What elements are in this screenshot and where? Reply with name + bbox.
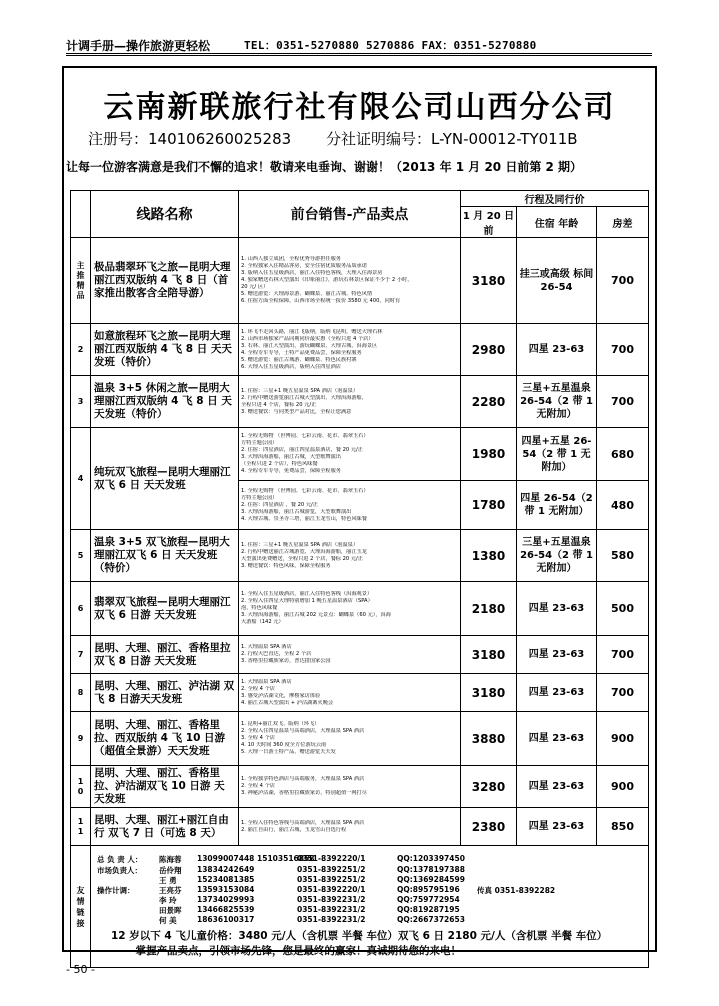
feature-item: 2. 行程中赠送丽江古城游览、大理洱海游船，丽江玉龙: [241, 548, 367, 555]
row-number: [71, 238, 91, 324]
feature-item: 4. 全程专车专导，土特产品免费品尝，保障全程服务: [241, 349, 362, 356]
route-price-table: [70, 190, 649, 968]
route-price: 3180: [461, 636, 517, 674]
row-number-text: 4: [77, 473, 84, 483]
route-features: [239, 428, 461, 481]
contact-office: 0351-8392231/2: [297, 905, 366, 915]
feature-item: 3. 版纳入住五星级酒店，丽江入住特色客栈，大理入住海景房: [241, 270, 383, 276]
motto: 让每一位游客满意是我们不懈的追求！敬请来电垂询、谢谢！（2013 年 1 月 20 日前第 2 期）: [66, 160, 583, 174]
route-price: 3880: [461, 712, 517, 766]
feature-item: 3. 石林、丽江大型演出，游玩蝴蝶泉、大理古城、洱海景区: [241, 342, 378, 349]
company-name: 云南新联旅行社有限公司山西分公司: [103, 90, 616, 125]
route-room-diff: 580: [597, 530, 649, 582]
contact-office: 0351-8392231/2: [297, 915, 366, 925]
feature-list: [241, 820, 458, 834]
feature-item: 1. 大理温泉 SPA 酒店: [241, 644, 292, 650]
table-row: [71, 324, 649, 376]
feature-item: 2. 丽江自由行，丽江古城，玉龙雪山自选行程: [241, 826, 347, 833]
feature-item: 3. 大理洱海游船，丽江古城游览，大型歌舞演出: [241, 508, 352, 515]
feature-list: [241, 488, 458, 523]
feature-list: [241, 721, 458, 756]
feature-item: 4. 10 天时间 360 度全方位游玩云南: [241, 742, 327, 748]
feature-item: （全程只进 2 个店），特色风味餐: [241, 461, 318, 467]
row-number-text: 7: [77, 649, 84, 659]
route-price: 2180: [461, 582, 517, 636]
feature-item: 方特主题公园）: [241, 440, 278, 446]
contact-mobile: 13593153084: [197, 884, 255, 894]
feature-item: 6. 大理入住五星级酒店，版纳入住四星酒店: [241, 363, 341, 370]
route-features: [239, 481, 461, 530]
route-features: [239, 766, 461, 808]
feature-item: 3. 香格里拉藏族家访，普达措国家公园: [241, 658, 331, 664]
route-room-diff: 700: [597, 674, 649, 712]
contact-office: 0351-8392220/1: [297, 884, 366, 894]
route-price: 3280: [461, 766, 517, 808]
header-phones: TEL：0351-5270880 5270886 FAX：0351-5270880: [244, 39, 537, 52]
row-number: [71, 530, 91, 582]
feature-item: 方特主题公园）: [241, 494, 278, 501]
feature-item: 1. 昆明+丽江双飞、版纳（环飞）: [241, 721, 320, 727]
route-accommodation: 四星 23-63: [517, 324, 597, 376]
route-price: 1780: [461, 481, 517, 530]
route-name: 翡翠双飞旅程—昆明大理丽江双飞 6 日游 天天发班: [91, 582, 239, 636]
contact-row: [97, 905, 645, 915]
route-price: 2280: [461, 376, 517, 428]
route-accommodation: 四星+五星 26-54（2 带 1 无附加）: [517, 428, 597, 481]
feature-item: 1. 住宿：三星+1 晚五星温泉 SPA 酒店（泡温泉）: [241, 387, 359, 394]
contact-mobile: 13834242649: [197, 864, 255, 874]
route-name: 纯玩双飞旅程—昆明大理丽江双飞 6 日 天天发班: [91, 428, 239, 530]
feature-list: [241, 256, 458, 305]
contact-row: [97, 854, 645, 864]
header-slogan: 计调手册—操作旅游更轻松: [66, 39, 211, 53]
row-number: [71, 324, 91, 376]
contact-row: [97, 895, 645, 905]
header-itinerary: 行程及同行价: [461, 191, 649, 207]
feature-item: 3. 神秘泸沽湖，香格里拉藏族家访，特别超值一网打尽: [241, 790, 367, 796]
route-room-diff: 900: [597, 766, 649, 808]
route-features: [239, 712, 461, 766]
feature-item: 5. 赠送游览：大理海景游、蝴蝶泉、丽江古城、特色风情: [241, 291, 373, 297]
row-number-text: 6: [77, 603, 84, 613]
feature-item: 2. 全程 4 个店: [241, 783, 275, 789]
contact-mobile: 13734029993: [197, 895, 255, 905]
contact-office: 0351-8392220/1: [297, 854, 366, 864]
contact-role: 操作计调：: [97, 885, 135, 895]
header-features: 前台销售-产品卖点: [239, 191, 461, 238]
feature-item: 1. 环飞不走回头路，丽江飞版纳，版纳飞昆明，赠送大理石林: [241, 328, 383, 335]
route-price: 1980: [461, 428, 517, 481]
contact-row: [97, 915, 645, 925]
route-features: [239, 636, 461, 674]
route-rows: [71, 238, 649, 846]
child-price-note: 12 岁以下 4 飞儿童价格：3480 元/人（含机票 半餐 车位）双飞 6 日 2180 元/人（含机票 半餐 车位）: [111, 929, 608, 942]
row-number-text: 9: [77, 733, 84, 743]
feature-item: 1. 大理温泉 SPA 酒店: [241, 678, 292, 685]
contact-name: 何 美: [159, 916, 177, 926]
route-name: 温泉 3+5 双飞旅程—昆明大理丽江双飞 6 日 天天发班（特价）: [91, 530, 239, 582]
route-name: 昆明、大理、丽江、泸沽湖 双飞 8 日游天天发班: [91, 674, 239, 712]
contact-fax: 传真 0351-8392282: [477, 885, 556, 895]
route-features: [239, 808, 461, 846]
route-price: 3180: [461, 674, 517, 712]
row-number: [71, 712, 91, 766]
feature-list: [241, 591, 458, 626]
route-name: 昆明、大理、丽江、香格里拉、泸沽湖双飞 10 日游 天天发班: [91, 766, 239, 808]
contact-mobile: 13466825539: [197, 905, 255, 915]
contact-name: 陈海蓉: [159, 855, 182, 865]
feature-item: 5. 赠送游览：丽江古城游、蝴蝶泉、特色民族村寨: [241, 356, 357, 363]
feature-item: 1. 全程无购物 （世博园、七彩云南、花市、翡翠玉石）: [241, 433, 369, 439]
table-row: [71, 766, 649, 808]
route-features: [239, 376, 461, 428]
row-number: [71, 636, 91, 674]
feature-item: 2. 全程 4 个店: [241, 685, 275, 692]
route-accommodation: 三星+五星温泉 26-54（2 带 1 无附加）: [517, 376, 597, 428]
feature-item: 1. 全程独享特色酒店与高端服务，大理温泉 SPA 酒店: [241, 776, 365, 782]
header-diff: 房差: [597, 207, 649, 238]
header-route: 线路名称: [91, 191, 239, 238]
contact-mobile: 13099007448 15103516858: [197, 854, 315, 864]
table-row: [71, 636, 649, 674]
route-name: 极品翡翠环飞之旅—昆明大理丽江西双版纳 4 飞 8 日（首家推出散客含全陪导游）: [91, 238, 239, 324]
route-room-diff: 480: [597, 481, 649, 530]
row-number: [71, 674, 91, 712]
contact-role: 总 负 责 人：: [97, 855, 143, 865]
route-accommodation: 四星 23-63: [517, 636, 597, 674]
route-accommodation: 四星 23-63: [517, 712, 597, 766]
feature-item: 大型演出免费赠送，全程只进 2 个店，餐标 20 元/正: [241, 555, 363, 562]
route-features: [239, 530, 461, 582]
feature-item: 2. 行程中赠送游览丽江古城大型演出、大理洱海游船，: [241, 394, 367, 401]
contact-qq: QQ:1369284599: [397, 874, 465, 884]
route-features: [239, 238, 461, 324]
contacts-label-cell: [71, 846, 91, 968]
route-room-diff: 850: [597, 808, 649, 846]
contact-office: 0351-8392231/2: [297, 895, 366, 905]
feature-list: [241, 433, 458, 475]
row-number-text: 5: [77, 550, 84, 560]
route-room-diff: 700: [597, 636, 649, 674]
table-row: [71, 530, 649, 582]
route-accommodation: 四星 23-63: [517, 766, 597, 808]
route-room-diff: 680: [597, 428, 649, 481]
route-name: 昆明、大理、丽江、香格里拉 双飞 8 日游 天天发班: [91, 636, 239, 674]
route-room-diff: 700: [597, 376, 649, 428]
row-number: [71, 808, 91, 846]
route-accommodation: 四星 26-54（2 带 1 无附加）: [517, 481, 597, 530]
route-room-diff: 700: [597, 238, 649, 324]
feature-item: 1. 全程无购物 （世博园、七彩云南、花市、翡翠玉石）: [241, 487, 369, 494]
table-row: [71, 376, 649, 428]
row-number-text: 3: [77, 396, 84, 406]
contact-mobile: 15234081385: [197, 874, 255, 884]
route-features: [239, 324, 461, 376]
feature-list: [241, 542, 458, 570]
feature-item: 1. 山西人独立成团，全程优秀导游担任服务: [241, 256, 341, 262]
route-features: [239, 674, 461, 712]
feature-item: 5. 大理一日游土特产品，赠送游览天天发: [241, 749, 336, 755]
route-accommodation: 四星 23-63: [517, 808, 597, 846]
feature-item: 3. 赠送餐饮：与同类型产品对比，全程让您满意: [241, 408, 352, 415]
table-row: [71, 808, 649, 846]
feature-list: [241, 388, 458, 416]
route-name: 如意旅程环飞之旅—昆明大理丽江西双版纳 4 飞 8 日 天天发班（特价）: [91, 324, 239, 376]
contact-qq: QQ:759772954: [397, 895, 460, 905]
branch-certificate: 分社证明编号：L-YN-00012-TY011B: [326, 130, 578, 148]
contact-rows: [97, 854, 645, 925]
contact-role: 市场负责人：: [97, 865, 142, 875]
feature-item: 2. 住宿：四星酒店 ，餐 20 元/正: [241, 501, 318, 508]
row-number-text: 11: [77, 816, 84, 836]
feature-item: 2. 全程入住四星温泉与高端酒店，大理温泉 SPA 酒店: [241, 728, 365, 734]
feature-item: 全程只进 4 个店，餐标 20 元/正: [241, 401, 317, 408]
feature-item: 1. 全程入住五星级酒店，丽江入住特色客栈（洱海观景）: [241, 591, 373, 597]
feature-item: 1. 住宿：三星+1 晚五星温泉 SPA 酒店（泡温泉）: [241, 541, 359, 548]
feature-item: 3. 赠送餐饮：特色风味，保障全程服务: [241, 562, 331, 569]
contact-qq: QQ:1378197388: [397, 864, 465, 874]
route-features: [239, 582, 461, 636]
top-header-line: [66, 36, 652, 56]
feature-item: 泡，特色风味餐: [241, 605, 278, 611]
contact-name: 李 玲: [159, 896, 177, 906]
route-price: 3180: [461, 238, 517, 324]
contact-mobile: 18636100317: [197, 915, 255, 925]
route-price: 2980: [461, 324, 517, 376]
table-row: [71, 582, 649, 636]
feature-item: 6. 住宿方面全程保障，山西市场全程统一报价 3580 元 400，同时有: [241, 298, 401, 304]
feature-item: 2. 行程大巴直达，全程 2 个店: [241, 651, 312, 657]
row-number: [71, 582, 91, 636]
contact-row: [97, 885, 645, 895]
contact-name: 岳伶翔: [159, 865, 182, 875]
feature-item: 3. 全程 4 个店: [241, 735, 275, 741]
contacts-label: 友情链接: [76, 885, 85, 928]
row-number-text: 主推精品: [76, 260, 85, 300]
feature-item: 3. 感受泸沽湖文化，摩梭家访体验: [241, 692, 321, 699]
table-row: [71, 712, 649, 766]
route-accommodation: 挂三或高级 标间 26-54: [517, 238, 597, 324]
contact-name: 王 勇: [159, 875, 177, 885]
row-number-text: 8: [77, 687, 84, 697]
feature-item: 大游船（142 元）: [241, 619, 284, 625]
contact-row: [97, 865, 645, 875]
table-row: [71, 674, 649, 712]
feature-item: 2. 住宿：四星酒店，丽江四星温泉酒店，餐 20 元/正: [241, 447, 363, 453]
contact-qq: QQ:895795196: [397, 884, 460, 894]
closing-note: —掌握产品卖点，引领市场先锋，您是最终的赢家！真诚期待您的来电！—: [125, 944, 472, 957]
registration-number: 注册号：140106260025283: [88, 130, 292, 148]
table-row: [71, 428, 649, 481]
feature-item: 2. 全程入住四星大理特别增加 1 晚五星温泉酒店（SPA）: [241, 598, 373, 604]
route-price: 2380: [461, 808, 517, 846]
feature-item: 1. 全程入住特色客栈与高端酒店，大理温泉 SPA 酒店: [241, 819, 365, 826]
row-number: [71, 376, 91, 428]
contact-office: 0351-8392251/2: [297, 864, 366, 874]
contact-name: 王亮芬: [159, 885, 182, 895]
feature-list: [241, 679, 458, 707]
route-name: 昆明、大理、丽江+丽江自由行 双飞 7 日（可选 8 天）: [91, 808, 239, 846]
feature-item: 2. 全程独家入住精品客房，安全住宿优质服务品质承诺: [241, 263, 367, 269]
route-accommodation: 四星 23-63: [517, 674, 597, 712]
route-room-diff: 700: [597, 324, 649, 376]
feature-item: 3. 大理洱海游船，丽江古城 202 元景点：蝴蝶泉（60 元），洱海: [241, 612, 391, 618]
page-number: - 50 -: [66, 963, 95, 976]
feature-item: 4. 全程专车专导，免费品尝，保障全程服务: [241, 468, 341, 474]
contact-qq: QQ:1203397450: [397, 854, 465, 864]
feature-item: 4. 丽江古城大型演出 + 泸沽湖篝火晚会: [241, 699, 334, 706]
header-blank: [71, 191, 91, 238]
feature-item: 3. 大理洱海游船，丽江古城，大型歌舞演出: [241, 454, 341, 460]
header-date: 1 月 20 日前: [461, 207, 517, 238]
route-name: 温泉 3+5 休闲之旅—昆明大理丽江西双版纳 4 飞 8 日 天天发班（特价）: [91, 376, 239, 428]
contact-row: [97, 875, 645, 885]
row-number: [71, 428, 91, 530]
feature-list: [241, 329, 458, 371]
row-number: [71, 766, 91, 808]
contact-qq: QQ:819287195: [397, 905, 460, 915]
feature-list: [241, 776, 458, 797]
feature-list: [241, 644, 458, 665]
route-accommodation: 三星+五星温泉 26-54（2 带 1 无附加）: [517, 530, 597, 582]
feature-item: 4. 独家赠送石林大型演出《印象丽江》，游玩石林景区保证不少于 2 小时，: [241, 277, 413, 283]
feature-item: 2. 山西市场独家产品同期同价最实惠（全程只进 4 个店）: [241, 335, 374, 342]
contact-qq: QQ:2667372653: [397, 915, 465, 925]
header-accommodation: 住宿 年龄: [517, 207, 597, 238]
table-row: [71, 238, 649, 324]
contact-office: 0351-8392251/2: [297, 874, 366, 884]
route-accommodation: 四星 23-63: [517, 582, 597, 636]
route-room-diff: 500: [597, 582, 649, 636]
feature-item: 20 元/ 区）: [241, 284, 269, 290]
contact-name: 田景晖: [159, 906, 182, 916]
row-number-text: 10: [77, 776, 84, 796]
contacts-cell: [91, 846, 649, 968]
feature-item: 4. 大理古城、崇圣寺三塔，丽江玉龙雪山，特色风味餐: [241, 515, 367, 522]
route-price: 1380: [461, 530, 517, 582]
route-room-diff: 900: [597, 712, 649, 766]
row-number-text: 2: [77, 344, 84, 354]
route-name: 昆明、大理、丽江、香格里拉、西双版纳 4 飞 10 日游（超值全景游）天天发班: [91, 712, 239, 766]
